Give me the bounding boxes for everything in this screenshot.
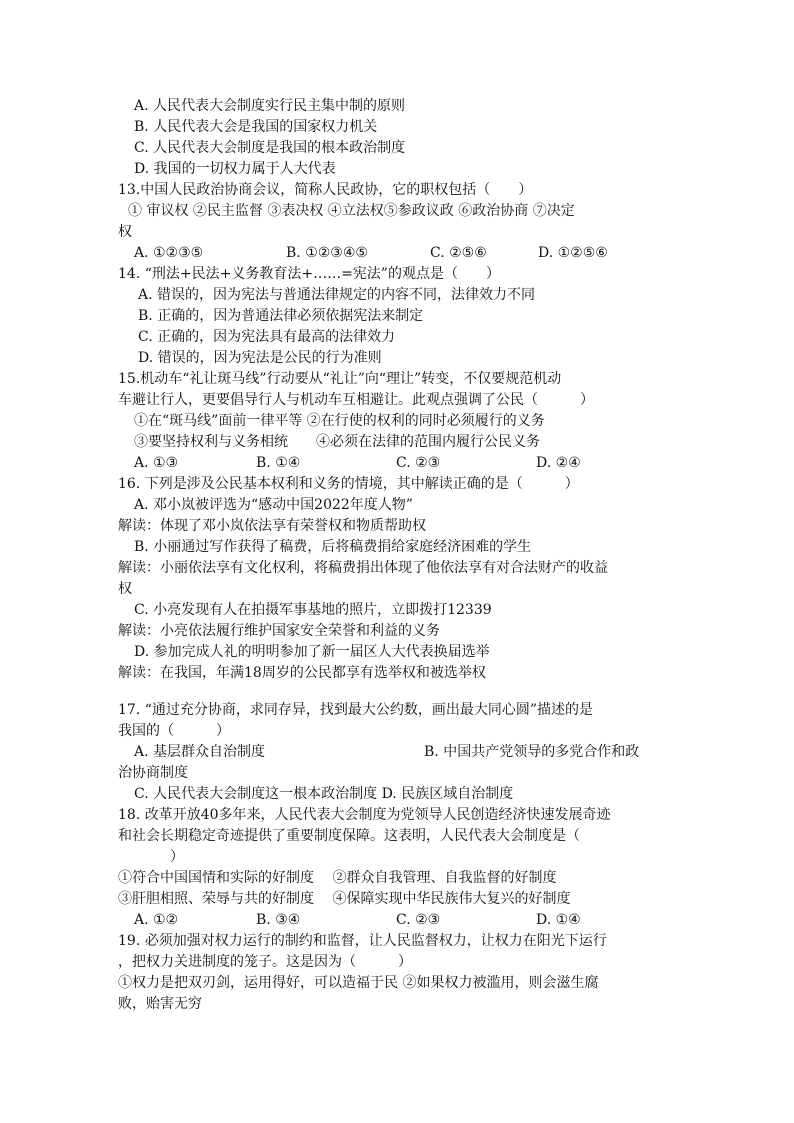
q13-option-d: D. ①②⑤⑥ (538, 245, 608, 261)
q13-options (134, 243, 678, 263)
q16-option-d: D. 参加完成人礼的明明参加了新一届区人大代表换届选举 (134, 644, 490, 660)
q16-a-explanation: 解读：体现了邓小岚依法享有荣誉权和物质帮助权 (118, 518, 426, 534)
q12-option-a: A. 人民代表大会制度实行民主集中制的原则 (134, 98, 406, 114)
q15-option-c: C. ②③ (396, 455, 441, 471)
q19-items-1: ①权力是把双刃剑，运用得好，可以造福于民 ②如果权力被滥用，则会滋生腐 (118, 975, 599, 991)
q12-option-b: B. 人民代表大会是我国的国家权力机关 (134, 119, 378, 135)
q19-stem-cont: ，把权力关进制度的笼子。这是因为（ ） (118, 954, 412, 970)
q13-option-b: B. ①②③④⑤ (286, 245, 368, 261)
q13-option-c: C. ②⑤⑥ (430, 245, 487, 261)
q14-option-d: D. 错误的，因为宪法是公民的行为准则 (138, 350, 382, 366)
q18-stem-cont: 和社会长期稳定奇迹提供了重要制度保障。这表明，人民代表大会制度是（ (118, 828, 580, 844)
q13-items: ① 审议权 ②民主监督 ③表决权 ④立法权⑤参政议政 ⑥政治协商 ⑦决定 (128, 203, 575, 219)
q16-d-explanation: 解读：在我国，年满18周岁的公民都享有选举权和被选举权 (118, 665, 486, 681)
q16-option-b: B. 小丽通过写作获得了稿费，后将稿费捐给家庭经济困难的学生 (134, 539, 532, 555)
q16-option-c: C. 小亮发现有人在拍摄军事基地的照片，立即拨打12339 (134, 602, 492, 618)
q15-stem-cont: 车避让行人，更要倡导行人与机动车互相避让。此观点强调了公民（ ） (118, 392, 594, 408)
q14-option-b: B. 正确的，因为普通法律必须依据宪法来制定 (138, 308, 424, 324)
q16-b-explanation: 解读：小丽依法享有文化权利，将稿费捐出体现了他依法享有对合法财产的收益 (118, 560, 608, 576)
q15-option-a: A. ①③ (134, 455, 179, 471)
q15-items-1: ①在“斑马线”面前一律平等 ②在行使的权利的同时必须履行的义务 (134, 413, 545, 429)
q16-c-explanation: 解读：小亮依法履行维护国家安全荣誉和利益的义务 (118, 623, 440, 639)
q14-option-a: A. 错误的，因为宪法与普通法律规定的内容不同，法律效力不同 (138, 287, 536, 303)
q18-option-c: C. ②③ (396, 912, 441, 928)
q15-items-2: ③要坚持权利与义务相统 ④必须在法律的范围内履行公民义务 (134, 434, 540, 450)
q14-option-c: C. 正确的，因为宪法具有最高的法律效力 (138, 329, 396, 345)
q18-stem: 18. 改革开放40多年来，人民代表大会制度为党领导人民创造经济快速发展奇迹 (118, 807, 611, 823)
q18-stem-paren: ） (170, 849, 184, 865)
q15-options (134, 453, 678, 473)
q16-option-a: A. 邓小岚被评选为“感动中国2022年度人物” (134, 497, 413, 513)
q18-option-d: D. ①④ (536, 912, 581, 928)
q16-b-explanation-cont: 权 (118, 581, 132, 597)
q15-stem: 15.机动车“礼让斑马线”行动要从“礼让”向“理让”转变，不仅要规范机动 (118, 371, 562, 387)
q13-stem: 13.中国人民政治协商会议，简称人民政协，它的职权包括（ ） (118, 182, 533, 198)
q12-option-c: C. 人民代表大会制度是我国的根本政治制度 (134, 140, 406, 156)
q17-stem: 17. “通过充分协商，求同存异，找到最大公约数，画出最大同心圆”描述的是 (118, 702, 594, 718)
q17-option-b: B. 中国共产党领导的多党合作和政 (424, 744, 640, 760)
q13-option-a: A. ①②③⑤ (134, 245, 204, 261)
q18-option-a: A. ①② (134, 912, 179, 928)
q13-items-cont: 权 (118, 224, 132, 240)
q15-option-d: D. ②④ (536, 455, 581, 471)
q14-stem: 14. “刑法+民法+义务教育法+……=宪法”的观点是（ ） (118, 266, 500, 282)
q19-items-2: 败，贻害无穷 (118, 996, 202, 1012)
q12-option-d: D. 我国的一切权力属于人大代表 (134, 161, 336, 177)
q17-stem-cont: 我国的（ ） (118, 723, 230, 739)
q18-options (134, 910, 678, 930)
q15-option-b: B. ①④ (256, 455, 301, 471)
q18-items-2: ③肝胆相照、荣辱与共的好制度 ④保障实现中华民族伟大复兴的好制度 (118, 891, 571, 907)
q18-option-b: B. ③④ (256, 912, 301, 928)
q17-option-a: A. 基层群众自治制度 (134, 744, 266, 760)
q18-items-1: ①符合中国国情和实际的好制度 ②群众自我管理、自我监督的好制度 (118, 870, 557, 886)
q17-options-cd: C. 人民代表大会制度这一根本政治制度 D. 民族区域自治制度 (134, 786, 514, 802)
q19-stem: 19. 必须加强对权力运行的制约和监督，让人民监督权力，让权力在阳光下运行 (118, 933, 607, 949)
q16-stem: 16. 下列是涉及公民基本权利和义务的情境，其中解读正确的是（ ） (118, 476, 579, 492)
q17-option-b-cont: 治协商制度 (118, 765, 188, 781)
